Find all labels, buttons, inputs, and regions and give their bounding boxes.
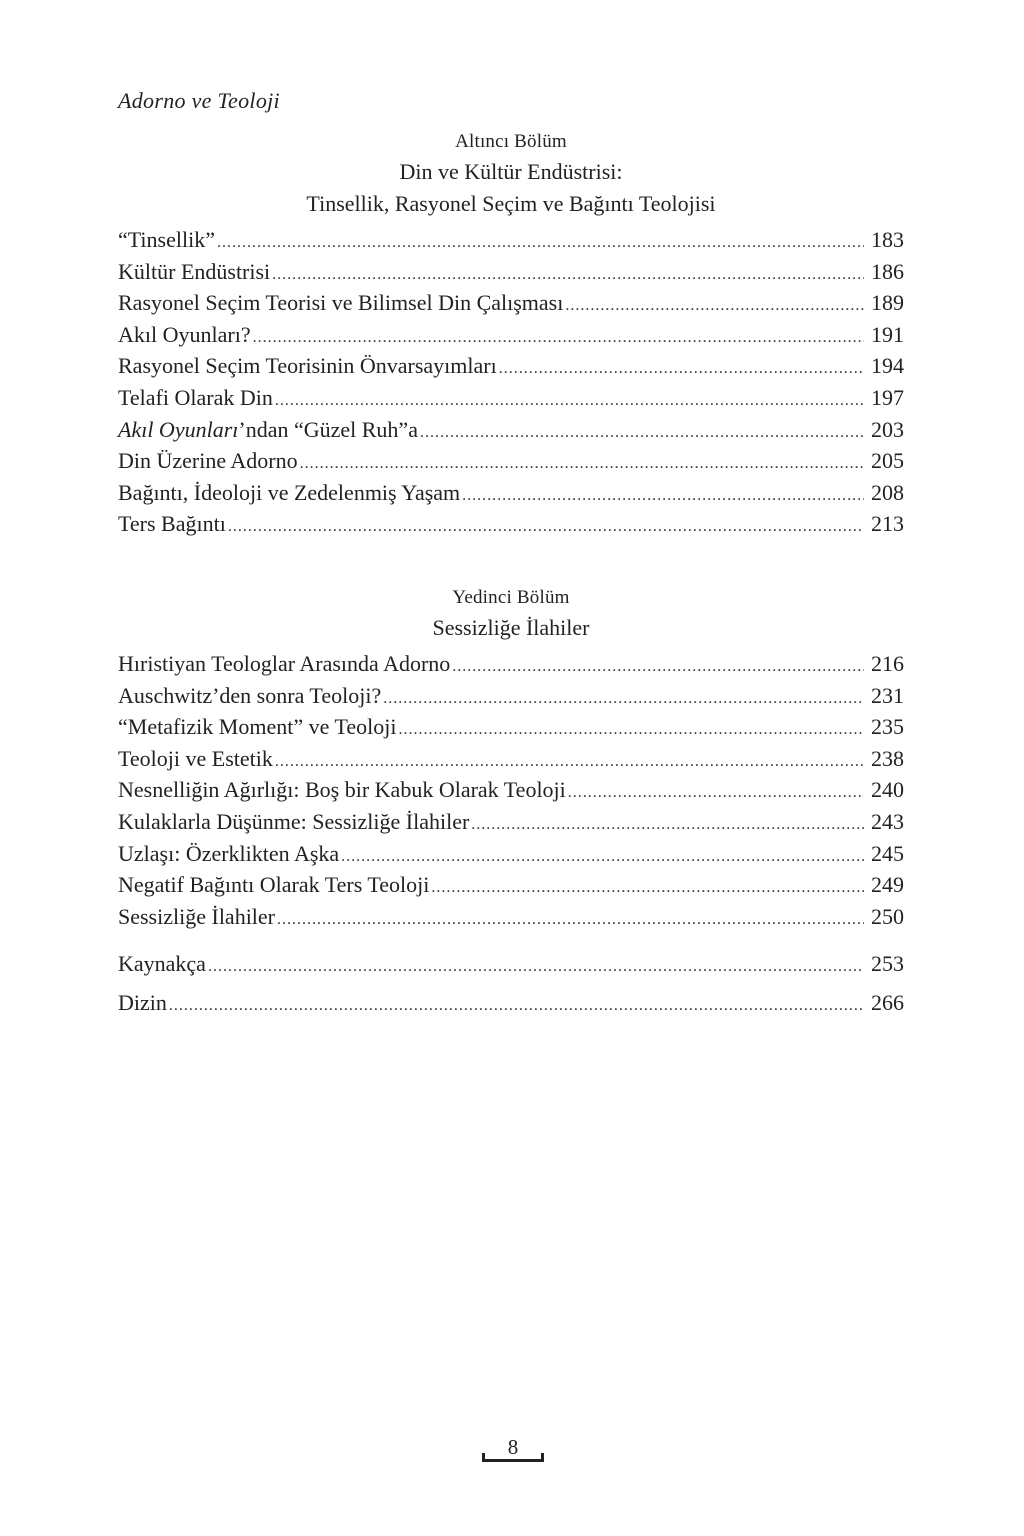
toc-entry-page: 203 xyxy=(871,416,904,442)
toc-entry-page: 231 xyxy=(871,682,904,708)
dot-leader xyxy=(398,714,864,746)
toc-entry[interactable] xyxy=(118,901,904,933)
toc-entry[interactable] xyxy=(118,319,904,351)
toc-entry-title: Nesnelliğin Ağırlığı: Boş bir Kabuk Olarak Teoloji xyxy=(118,777,566,803)
page-number-rule xyxy=(482,1459,544,1462)
toc-entry-page: 191 xyxy=(871,321,904,347)
dot-leader xyxy=(300,448,864,480)
toc-entry-title: Kulaklarla Düşünme: Sessizliğe İlahiler xyxy=(118,808,470,834)
dot-leader xyxy=(217,227,864,259)
toc-entry-page: 266 xyxy=(871,990,904,1015)
dot-leader xyxy=(431,872,864,904)
dot-leader xyxy=(471,809,864,841)
toc-entry[interactable] xyxy=(118,508,904,540)
toc-entry-title: Kaynakça xyxy=(118,951,206,976)
toc-entry-page: 238 xyxy=(871,745,904,771)
toc-entry-title: Auschwitz’den sonra Teoloji? xyxy=(118,682,382,708)
page-footer xyxy=(482,1434,544,1464)
chapter-7-label: Yedinci Bölüm xyxy=(452,587,570,608)
toc-entry-title: Dizin xyxy=(118,990,167,1015)
dot-leader xyxy=(462,480,864,512)
toc-entry[interactable] xyxy=(118,711,904,743)
toc-entry[interactable] xyxy=(118,224,904,256)
toc-entry-title: Kültür Endüstrisi xyxy=(118,258,271,284)
dot-leader xyxy=(499,353,864,385)
toc-entry[interactable] xyxy=(118,648,904,680)
toc-entry-title: Akıl Oyunları? xyxy=(118,321,251,347)
dot-leader xyxy=(452,651,864,683)
toc-entry-title-italic: Akıl Oyunları xyxy=(118,416,239,442)
chapter-7-toc xyxy=(118,648,904,932)
toc-entry-index[interactable] xyxy=(118,983,904,1022)
toc-entry[interactable] xyxy=(118,743,904,775)
toc-entry-title: Hıristiyan Teologlar Arasında Adorno xyxy=(118,651,451,676)
toc-entry[interactable] xyxy=(118,838,904,870)
toc-entry[interactable] xyxy=(118,477,904,509)
page-number: 8 xyxy=(507,1435,519,1459)
chapter-6-title-line-2: Tinsellik, Rasyonel Seçim ve Bağıntı Teolojisi xyxy=(306,191,716,216)
dot-leader xyxy=(568,777,864,809)
chapter-6-section xyxy=(118,128,904,540)
toc-entry-title-rest: ’ndan “Güzel Ruh”a xyxy=(238,416,418,442)
toc-entry-page: 250 xyxy=(871,903,904,929)
dot-leader xyxy=(228,511,864,543)
dot-leader xyxy=(420,417,864,449)
dot-leader xyxy=(272,259,864,291)
chapter-7-title: Sessizliğe İlahiler xyxy=(432,615,590,640)
dot-leader xyxy=(169,986,864,1025)
toc-entry[interactable] xyxy=(118,445,904,477)
toc-entry-page: 189 xyxy=(871,290,904,316)
toc-entry-title: Sessizliğe İlahiler xyxy=(118,903,276,929)
toc-entry-title: Bağıntı, İdeoloji ve Zedelenmiş Yaşam xyxy=(118,479,461,505)
toc-entry[interactable] xyxy=(118,414,904,446)
toc-entry-page: 194 xyxy=(871,353,904,379)
chapter-6-toc xyxy=(118,224,904,540)
toc-entry-title: Uzlaşı: Özerklikten Aşka xyxy=(118,840,340,866)
dot-leader xyxy=(253,322,864,354)
toc-entry-title: Telafi Olarak Din xyxy=(118,384,273,410)
toc-entry-page: 216 xyxy=(871,651,904,676)
toc-entry-page: 197 xyxy=(871,384,904,410)
toc-entry-title: Din Üzerine Adorno xyxy=(118,448,298,474)
chapter-7-section xyxy=(118,584,904,932)
toc-entry-page: 249 xyxy=(871,872,904,898)
toc-entry-page: 208 xyxy=(871,479,904,505)
toc-entry-page: 186 xyxy=(871,258,904,284)
dot-leader xyxy=(383,683,864,715)
chapter-6-title-line-1: Din ve Kültür Endüstrisi: xyxy=(399,159,623,184)
dot-leader xyxy=(275,385,864,417)
toc-entry-title: Rasyonel Seçim Teorisi ve Bilimsel Din Çalışması xyxy=(118,290,564,316)
chapter-6-label: Altıncı Bölüm xyxy=(455,131,567,152)
toc-entry-title: Negatif Bağıntı Olarak Ters Teoloji xyxy=(118,872,430,898)
running-header: Adorno ve Teoloji xyxy=(118,88,280,113)
toc-entry[interactable] xyxy=(118,869,904,901)
toc-entry-page: 183 xyxy=(871,227,904,252)
toc-entry[interactable] xyxy=(118,350,904,382)
toc-entry-page: 213 xyxy=(871,511,904,537)
toc-entry-page: 235 xyxy=(871,714,904,740)
toc-entry-title xyxy=(118,414,418,446)
dot-leader xyxy=(565,290,864,322)
toc-entry-title: Ters Bağıntı xyxy=(118,511,226,537)
back-matter-toc xyxy=(118,944,904,1022)
dot-leader xyxy=(275,746,864,778)
toc-entry-bibliography[interactable] xyxy=(118,944,904,983)
toc-entry[interactable] xyxy=(118,382,904,414)
toc-entry[interactable] xyxy=(118,774,904,806)
toc-entry-title: “Tinsellik” xyxy=(118,227,215,252)
toc-entry-title: Teoloji ve Estetik xyxy=(118,745,273,771)
toc-entry-title: “Metafizik Moment” ve Teoloji xyxy=(118,714,397,740)
dot-leader xyxy=(277,904,864,936)
toc-entry-title: Rasyonel Seçim Teorisinin Önvarsayımları xyxy=(118,353,497,379)
toc-entry[interactable] xyxy=(118,287,904,319)
toc-entry-page: 205 xyxy=(871,448,904,474)
toc-entry[interactable] xyxy=(118,806,904,838)
toc-entry-page: 243 xyxy=(871,808,904,834)
toc-entry-page: 245 xyxy=(871,840,904,866)
toc-entry-page: 240 xyxy=(871,777,904,803)
dot-leader xyxy=(208,947,864,986)
dot-leader xyxy=(341,841,864,873)
toc-entry[interactable] xyxy=(118,256,904,288)
toc-entry[interactable] xyxy=(118,680,904,712)
toc-entry-page: 253 xyxy=(871,951,904,976)
